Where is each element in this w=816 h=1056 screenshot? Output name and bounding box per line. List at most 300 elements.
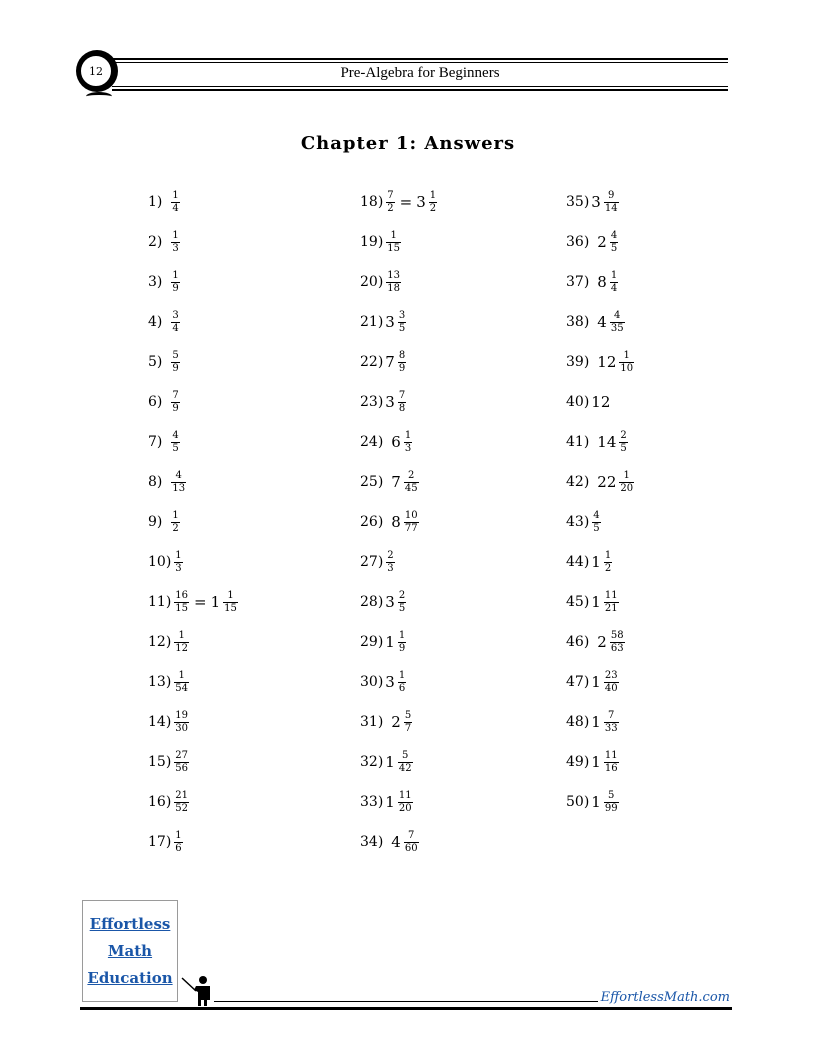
fraction <box>171 190 179 215</box>
answer-label: 12) <box>148 634 172 650</box>
fraction-denominator: 54 <box>175 682 189 694</box>
answer-item-36 <box>566 227 619 257</box>
answer-item-20 <box>360 267 402 297</box>
fraction-denominator: 30 <box>175 722 189 734</box>
answer-whole: 8 <box>391 513 401 531</box>
answer-item-50 <box>566 787 620 817</box>
answer-label: 2) <box>148 234 163 250</box>
fraction-denominator: 4 <box>172 202 179 214</box>
answer-item-40 <box>566 387 612 417</box>
answer-label: 36) <box>566 234 590 250</box>
fraction-numerator: 1 <box>172 509 179 521</box>
answer-item-41 <box>566 427 629 457</box>
answer-label: 49) <box>566 754 590 770</box>
fraction <box>610 310 625 335</box>
fraction-denominator: 15 <box>224 602 237 614</box>
answer-label: 30) <box>360 674 384 690</box>
answer-label: 41) <box>566 434 590 450</box>
answer-item-28 <box>360 587 407 617</box>
answer-label: 18) <box>360 194 384 210</box>
fraction <box>398 310 406 335</box>
answer-whole: 1 <box>385 793 395 811</box>
answer-item-33 <box>360 787 414 817</box>
fraction-denominator: 8 <box>398 402 406 414</box>
fraction <box>174 550 182 575</box>
answer-label: 31) <box>360 714 384 730</box>
fraction-numerator: 11 <box>604 749 618 761</box>
fraction-denominator: 77 <box>404 522 418 534</box>
answer-label: 32) <box>360 754 384 770</box>
fraction-denominator: 15 <box>175 602 189 614</box>
answer-item-27 <box>360 547 396 577</box>
fraction-denominator: 21 <box>604 602 618 614</box>
fraction-denominator: 99 <box>604 802 618 814</box>
fraction <box>619 350 634 375</box>
fraction-denominator: 2 <box>387 202 394 214</box>
answer-label: 37) <box>566 274 590 290</box>
answer-item-32 <box>360 747 414 777</box>
fraction-numerator: 4 <box>172 429 179 441</box>
fraction-numerator: 5 <box>172 349 179 361</box>
fraction <box>386 550 394 575</box>
fraction <box>398 670 406 695</box>
answer-label: 23) <box>360 394 384 410</box>
fraction-numerator: 1 <box>429 189 437 201</box>
fraction-denominator: 9 <box>398 642 406 654</box>
answer-whole: 1 <box>591 673 601 691</box>
answer-label: 9) <box>148 514 163 530</box>
fraction-numerator: 1 <box>604 549 612 561</box>
answer-label: 21) <box>360 314 384 330</box>
fraction <box>404 710 412 735</box>
fraction-denominator: 56 <box>175 762 189 774</box>
fraction-denominator: 33 <box>604 722 618 734</box>
fraction-denominator: 52 <box>175 802 189 814</box>
answer-whole: 3 <box>385 593 395 611</box>
answer-item-23 <box>360 387 407 417</box>
answer-whole: 1 <box>210 593 221 611</box>
answer-whole: 1 <box>591 713 601 731</box>
fraction-denominator: 18 <box>387 282 401 294</box>
fraction-denominator: 5 <box>610 242 618 254</box>
fraction-denominator: 35 <box>610 322 624 334</box>
fraction-numerator: 1 <box>172 229 179 241</box>
answer-item-18 <box>360 187 438 217</box>
header-rule-bottom-thin <box>112 86 728 87</box>
answer-item-21 <box>360 307 407 337</box>
fraction-numerator: 4 <box>610 229 618 241</box>
fraction-denominator: 5 <box>620 442 627 454</box>
fraction-numerator: 1 <box>623 349 630 361</box>
answer-label: 16) <box>148 794 172 810</box>
fraction <box>398 390 406 415</box>
fraction <box>604 710 619 735</box>
answer-item-31 <box>360 707 413 737</box>
logo-line-3: Education <box>87 968 173 987</box>
fraction <box>404 470 419 495</box>
fraction-numerator: 2 <box>408 469 415 481</box>
fraction <box>610 630 625 655</box>
answer-label: 44) <box>566 554 590 570</box>
answer-label: 29) <box>360 634 384 650</box>
fraction <box>386 270 401 295</box>
answer-label: 20) <box>360 274 384 290</box>
fraction <box>619 430 627 455</box>
fraction <box>404 830 419 855</box>
footer-rule-thin <box>214 1001 598 1002</box>
fraction-denominator: 13 <box>172 482 186 494</box>
answer-whole: 14 <box>597 433 617 451</box>
fraction-denominator: 3 <box>172 242 179 254</box>
fraction <box>610 270 618 295</box>
fraction <box>604 670 619 695</box>
fraction-denominator: 5 <box>593 522 600 534</box>
answer-label: 24) <box>360 434 384 450</box>
answer-whole: 22 <box>597 473 617 491</box>
fraction <box>429 190 437 215</box>
fraction <box>610 230 618 255</box>
fraction <box>604 550 612 575</box>
fraction-numerator: 58 <box>610 629 624 641</box>
answer-whole: 1 <box>591 593 601 611</box>
answer-item-22 <box>360 347 407 377</box>
fraction-numerator: 1 <box>178 669 185 681</box>
fraction-numerator: 23 <box>604 669 618 681</box>
fraction-denominator: 7 <box>404 722 412 734</box>
fraction-denominator: 12 <box>175 642 189 654</box>
fraction <box>171 310 179 335</box>
answer-label: 17) <box>148 834 172 850</box>
fraction-numerator: 1 <box>390 229 397 241</box>
answer-item-19 <box>360 227 402 257</box>
fraction-numerator: 27 <box>175 749 189 761</box>
globe-stand-icon <box>86 92 112 101</box>
answer-whole: 7 <box>385 353 395 371</box>
equals-sign: = <box>399 193 413 211</box>
answer-whole: 4 <box>597 313 607 331</box>
fraction <box>174 630 189 655</box>
fraction-numerator: 7 <box>172 389 179 401</box>
answer-item-2 <box>148 227 181 257</box>
fraction <box>604 790 619 815</box>
fraction-denominator: 15 <box>387 242 401 254</box>
answer-whole: 2 <box>597 233 607 251</box>
answer-item-5 <box>148 347 181 377</box>
answer-label: 8) <box>148 474 163 490</box>
answer-label: 34) <box>360 834 384 850</box>
answer-item-48 <box>566 707 620 737</box>
fraction-denominator: 10 <box>620 362 634 374</box>
fraction-numerator: 2 <box>398 589 406 601</box>
answer-label: 38) <box>566 314 590 330</box>
fraction-numerator: 5 <box>402 749 409 761</box>
answer-item-17 <box>148 827 184 857</box>
answer-whole: 2 <box>597 633 607 651</box>
fraction-numerator: 1 <box>623 469 630 481</box>
answer-item-38 <box>566 307 626 337</box>
page-title: Chapter 1: Answers <box>300 133 516 154</box>
fraction <box>171 270 179 295</box>
answer-label: 39) <box>566 354 590 370</box>
answer-item-6 <box>148 387 181 417</box>
fraction <box>386 230 401 255</box>
header-rule-bottom <box>112 89 728 91</box>
fraction-denominator: 9 <box>398 362 406 374</box>
fraction-denominator: 20 <box>398 802 412 814</box>
answer-item-16 <box>148 787 190 817</box>
answer-label: 26) <box>360 514 384 530</box>
header-rule-top <box>112 58 728 60</box>
answer-item-1 <box>148 187 181 217</box>
fraction <box>171 390 179 415</box>
fraction-denominator: 4 <box>172 322 179 334</box>
answer-whole: 3 <box>385 313 395 331</box>
fraction <box>174 710 189 735</box>
fraction <box>404 510 419 535</box>
fraction <box>174 670 189 695</box>
answer-item-49 <box>566 747 620 777</box>
fraction-numerator: 1 <box>398 629 406 641</box>
fraction-numerator: 7 <box>608 709 615 721</box>
fraction-numerator: 1 <box>398 669 406 681</box>
answer-whole: 2 <box>391 713 401 731</box>
answer-label: 3) <box>148 274 163 290</box>
answer-label: 28) <box>360 594 384 610</box>
fraction <box>174 590 189 615</box>
fraction <box>171 430 179 455</box>
answer-label: 14) <box>148 714 172 730</box>
page-number: 12 <box>89 64 103 78</box>
logo-line-1: Effortless <box>89 914 171 933</box>
fraction-denominator: 63 <box>610 642 624 654</box>
fraction-denominator: 2 <box>172 522 179 534</box>
fraction <box>404 430 412 455</box>
fraction-numerator: 2 <box>387 549 394 561</box>
answer-item-39 <box>566 347 635 377</box>
fraction-numerator: 1 <box>175 549 182 561</box>
fraction-numerator: 8 <box>398 349 406 361</box>
fraction-numerator: 19 <box>175 709 189 721</box>
answer-item-42 <box>566 467 635 497</box>
fraction-numerator: 4 <box>175 469 182 481</box>
fraction <box>604 590 619 615</box>
fraction-numerator: 10 <box>404 509 418 521</box>
answer-whole: 3 <box>385 673 395 691</box>
answer-label: 33) <box>360 794 384 810</box>
answer-label: 6) <box>148 394 163 410</box>
answer-item-14 <box>148 707 190 737</box>
fraction <box>171 230 179 255</box>
answer-item-4 <box>148 307 181 337</box>
answer-whole: 6 <box>391 433 401 451</box>
answer-whole: 1 <box>591 553 601 571</box>
answer-whole: 3 <box>385 393 395 411</box>
footer-rule <box>80 1007 732 1010</box>
fraction-denominator: 60 <box>404 842 418 854</box>
answer-label: 10) <box>148 554 172 570</box>
answer-label: 5) <box>148 354 163 370</box>
fraction-denominator: 9 <box>172 402 179 414</box>
fraction-numerator: 16 <box>175 589 189 601</box>
answer-label: 47) <box>566 674 590 690</box>
answer-whole: 4 <box>391 833 401 851</box>
answer-item-34 <box>360 827 420 857</box>
fraction <box>398 790 413 815</box>
fraction-denominator: 5 <box>398 322 406 334</box>
fraction-numerator: 4 <box>614 309 621 321</box>
fraction-numerator: 5 <box>608 789 615 801</box>
fraction <box>174 790 189 815</box>
page-number-badge <box>79 54 113 88</box>
answer-whole: 1 <box>591 753 601 771</box>
answer-label: 4) <box>148 314 163 330</box>
fraction-denominator: 9 <box>172 362 179 374</box>
fraction-denominator: 14 <box>604 202 618 214</box>
fraction-denominator: 40 <box>604 682 618 694</box>
answer-item-8 <box>148 467 187 497</box>
answer-label: 11) <box>148 594 172 610</box>
answer-label: 19) <box>360 234 384 250</box>
answer-item-7 <box>148 427 181 457</box>
answer-label: 45) <box>566 594 590 610</box>
answer-item-29 <box>360 627 407 657</box>
answer-whole: 12 <box>597 353 617 371</box>
answer-item-10 <box>148 547 184 577</box>
fraction-numerator: 9 <box>608 189 615 201</box>
answer-label: 43) <box>566 514 590 530</box>
answer-item-24 <box>360 427 413 457</box>
answer-item-30 <box>360 667 407 697</box>
answer-whole: 8 <box>597 273 607 291</box>
fraction-numerator: 4 <box>593 509 600 521</box>
fraction-numerator: 7 <box>387 189 394 201</box>
header-rule-top-thin <box>112 62 728 63</box>
fraction-numerator: 11 <box>604 589 618 601</box>
answer-item-45 <box>566 587 620 617</box>
fraction <box>592 510 600 535</box>
fraction-numerator: 2 <box>620 429 627 441</box>
fraction-denominator: 16 <box>604 762 618 774</box>
fraction-numerator: 3 <box>172 309 179 321</box>
answer-item-43 <box>566 507 602 537</box>
fraction <box>171 470 186 495</box>
answer-label: 46) <box>566 634 590 650</box>
answer-item-37 <box>566 267 619 297</box>
fraction-numerator: 11 <box>398 789 412 801</box>
fraction-denominator: 6 <box>175 842 182 854</box>
answer-label: 48) <box>566 714 590 730</box>
fraction-numerator: 1 <box>404 429 412 441</box>
fraction-numerator: 1 <box>175 829 182 841</box>
fraction <box>171 510 179 535</box>
answer-whole: 1 <box>385 633 395 651</box>
fraction-denominator: 45 <box>404 482 418 494</box>
fraction-denominator: 2 <box>429 202 437 214</box>
fraction-denominator: 3 <box>387 562 394 574</box>
fraction <box>174 830 182 855</box>
teacher-icon <box>180 974 216 1006</box>
answer-item-47 <box>566 667 620 697</box>
answer-whole: 3 <box>591 193 601 211</box>
answer-whole: 1 <box>591 793 601 811</box>
fraction <box>619 470 634 495</box>
fraction-denominator: 42 <box>398 762 412 774</box>
answer-whole: 7 <box>391 473 401 491</box>
fraction-numerator: 1 <box>172 269 179 281</box>
answer-item-15 <box>148 747 190 777</box>
answer-item-26 <box>360 507 420 537</box>
answer-label: 27) <box>360 554 384 570</box>
fraction <box>171 350 179 375</box>
equals-sign: = <box>194 593 207 611</box>
fraction-numerator: 13 <box>387 269 401 281</box>
answer-item-9 <box>148 507 181 537</box>
answer-label: 35) <box>566 194 590 210</box>
answer-item-46 <box>566 627 626 657</box>
fraction <box>604 750 619 775</box>
fraction-denominator: 9 <box>172 282 179 294</box>
fraction-numerator: 1 <box>610 269 618 281</box>
answer-item-35 <box>566 187 620 217</box>
effortless-math-logo[interactable] <box>82 900 178 1002</box>
book-title: Pre-Algebra for Beginners <box>340 65 500 81</box>
fraction-denominator: 20 <box>620 482 634 494</box>
fraction <box>398 590 406 615</box>
fraction-denominator: 5 <box>172 442 179 454</box>
fraction-numerator: 21 <box>175 789 189 801</box>
answer-label: 40) <box>566 394 590 410</box>
answer-label: 1) <box>148 194 163 210</box>
answer-label: 7) <box>148 434 163 450</box>
fraction <box>604 190 619 215</box>
fraction-numerator: 3 <box>398 309 406 321</box>
fraction <box>398 350 406 375</box>
answer-label: 42) <box>566 474 590 490</box>
fraction-numerator: 7 <box>408 829 415 841</box>
answer-label: 25) <box>360 474 384 490</box>
fraction-numerator: 1 <box>172 189 179 201</box>
answer-whole: 12 <box>591 393 611 411</box>
fraction-numerator: 1 <box>178 629 185 641</box>
website-link[interactable]: EffortlessMath.com <box>600 990 730 1005</box>
answer-whole: 3 <box>416 193 426 211</box>
answer-item-44 <box>566 547 613 577</box>
fraction-denominator: 4 <box>610 282 618 294</box>
answer-item-13 <box>148 667 190 697</box>
fraction <box>386 190 394 215</box>
answer-label: 15) <box>148 754 172 770</box>
answer-label: 50) <box>566 794 590 810</box>
fraction-denominator: 6 <box>398 682 406 694</box>
answer-item-11 <box>148 587 239 617</box>
fraction <box>223 590 238 615</box>
fraction-numerator: 1 <box>227 589 234 601</box>
fraction-denominator: 3 <box>404 442 412 454</box>
fraction <box>174 750 189 775</box>
fraction <box>398 630 406 655</box>
fraction <box>398 750 413 775</box>
fraction-numerator: 5 <box>404 709 412 721</box>
logo-line-2: Math <box>107 941 153 960</box>
answer-item-3 <box>148 267 181 297</box>
fraction-numerator: 7 <box>398 389 406 401</box>
fraction-denominator: 3 <box>175 562 182 574</box>
fraction-denominator: 2 <box>604 562 612 574</box>
fraction-denominator: 5 <box>398 602 406 614</box>
answer-item-25 <box>360 467 420 497</box>
answer-label: 22) <box>360 354 384 370</box>
answer-label: 13) <box>148 674 172 690</box>
